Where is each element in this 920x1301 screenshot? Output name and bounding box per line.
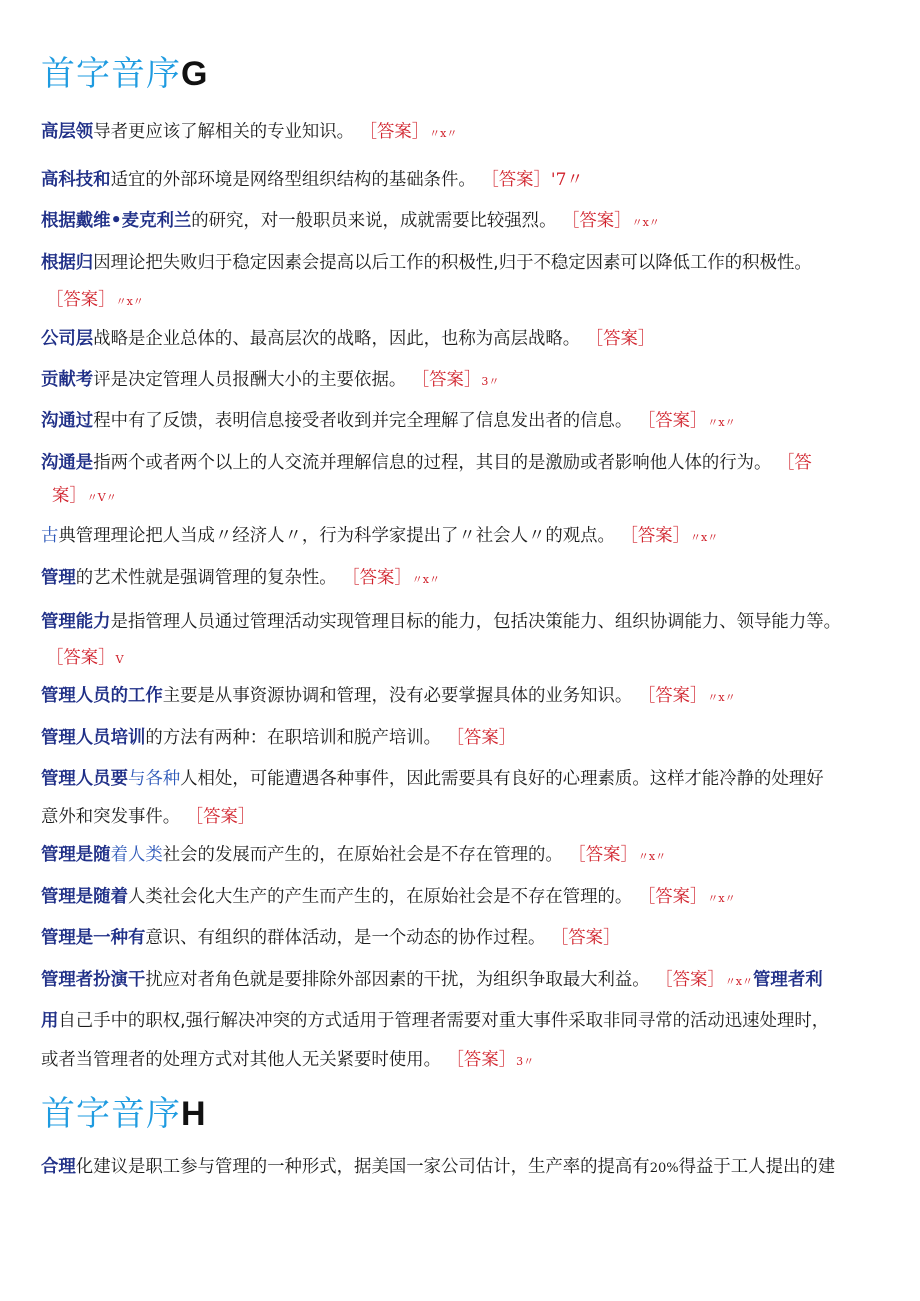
qa-item-continuation: [41, 805, 255, 829]
statement: 指两个或者两个以上的人交流并理解信息的过程，其目的是激励或者影响他人体的行为。: [93, 453, 772, 473]
qa-item-continuation: [52, 484, 117, 510]
answer-label: ［答案］: [585, 329, 656, 349]
qa-item: [41, 524, 718, 550]
answer-mark: 〃x〃: [690, 531, 719, 544]
answer-label: ［答案］: [359, 122, 430, 142]
answer-label: ［答案］: [637, 686, 708, 706]
qa-item: [41, 120, 457, 146]
answer-label: ［答案］: [550, 928, 621, 948]
qa-item: [41, 251, 812, 275]
answer-label: 案］: [52, 486, 87, 506]
heading-prefix: 首字音序: [41, 1094, 181, 1134]
keyword: 根据戴维•麦克利兰: [41, 211, 192, 231]
answer-label: ［答案］: [342, 568, 412, 588]
statement: 评是决定管理人员报酬大小的主要依据。: [93, 370, 407, 390]
keyword: 高科技和: [41, 170, 111, 190]
qa-item: [41, 684, 736, 710]
answer-mark: 〃x〃: [631, 216, 660, 229]
answer-mark: 〃x〃: [411, 573, 440, 586]
keyword: 贡献考: [41, 370, 94, 390]
statement: 人相处，可能遭遇各种事件，因此需要具有良好的心理素质。这样才能冷静的处理好: [180, 769, 824, 789]
answer-label: ［答案］: [46, 648, 116, 668]
answer-label: ［答案］: [446, 728, 517, 748]
keyword: 管理者扮演干: [41, 970, 146, 990]
statement: 社会的发展而产生的，在原始社会是不存在管理的。: [162, 845, 563, 865]
keyword: 管理是随着: [41, 887, 128, 907]
keyword: 根据归: [41, 253, 94, 273]
qa-item-continuation: [46, 288, 144, 314]
answer-mark: 〃x〃: [637, 850, 667, 863]
answer-mark: 3〃: [516, 1055, 535, 1068]
answer-label: ［答案］: [620, 526, 691, 546]
statement: 自己手中的职权,强行解决冲突的方式适用于管理者需要对重大事件采取非同寻常的活动迅速处理时，: [58, 1011, 830, 1031]
keyword: 沟通过: [41, 411, 94, 431]
section-heading-g: [41, 52, 207, 96]
statement: 是指管理人员通过管理活动实现管理目标的能力，包括决策能力、组织协调能力、领导能力等。: [110, 612, 841, 632]
qa-item: [41, 368, 499, 394]
qa-item: [41, 209, 660, 235]
answer-mark: 〃x〃: [429, 127, 458, 140]
qa-item: [41, 767, 824, 791]
qa-item: [41, 843, 666, 869]
statement: 的方法有两种：在职培训和脱产培训。: [145, 728, 442, 748]
keyword: 公司层: [41, 329, 94, 349]
keyword: 管理是随: [41, 845, 111, 865]
statement: 的艺术性就是强调管理的复杂性。: [75, 568, 337, 588]
statement: 意外和突发事件。: [41, 807, 181, 827]
answer-label: ［答案］: [568, 845, 638, 865]
answer-mark: V: [115, 653, 124, 666]
qa-item: [41, 968, 823, 994]
keyword-extension: 与各种: [127, 769, 181, 789]
answer-label: ［答案］: [637, 887, 708, 907]
keyword: 管理是一种有: [41, 928, 146, 948]
statement: 程中有了反馈，表明信息接受者收到并完全理解了信息发出者的信息。: [93, 411, 633, 431]
answer-label: ［答案］: [562, 211, 632, 231]
qa-item: [41, 885, 736, 911]
statement: 因理论把失败归于稳定因素会提高以后工作的积极性,归于不稳定因素可以降低工作的积极性。: [93, 253, 812, 273]
qa-item-continuation: [41, 1048, 534, 1074]
answer-label: ［答案］: [411, 370, 482, 390]
answer-mark: 〃x〃: [707, 416, 736, 429]
statement: 人类社会化大生产的产生而产生的，在原始社会是不存在管理的。: [127, 887, 633, 907]
answer-label: ［答案］: [446, 1050, 517, 1070]
keyword: 管理: [41, 568, 76, 588]
answer-mark: 3〃: [481, 375, 500, 388]
statement: 扰应对者角色就是要排除外部因素的干扰，为组织争取最大利益。: [145, 970, 650, 990]
qa-item: [41, 409, 736, 435]
heading-letter: H: [181, 1095, 206, 1133]
heading-prefix: 首字音序: [41, 54, 181, 94]
qa-item: [41, 327, 655, 351]
keyword: 用: [41, 1011, 59, 1031]
statement: 或者当管理者的处理方式对其他人无关紧要时使用。: [41, 1050, 441, 1070]
keyword: 管理者利: [753, 970, 823, 990]
statement: 适宜的外部环境是网络型组织结构的基础条件。: [110, 170, 476, 190]
keyword: 高层领: [41, 122, 94, 142]
statement: 得益于工人提出的建: [678, 1157, 836, 1177]
answer-label: ［答案］: [637, 411, 708, 431]
qa-item: [41, 726, 516, 750]
percentage: 20%: [649, 1161, 679, 1176]
qa-item-continuation: [41, 1009, 829, 1033]
keyword-extension: 着人类: [110, 845, 163, 865]
keyword: 管理人员培训: [41, 728, 146, 748]
keyword: 管理人员要: [41, 769, 128, 789]
statement: 战略是企业总体的、最高层次的战略，因此，也称为高层战略。: [93, 329, 581, 349]
answer-label: ［答案］: [655, 970, 725, 990]
answer-label: ［答: [776, 453, 812, 473]
statement: 意识、有组织的群体活动，是一个动态的协作过程。: [145, 928, 546, 948]
keyword: 管理能力: [41, 612, 111, 632]
statement: 典管理理论把人当成〃经济人〃，行为科学家提出了〃社会人〃的观点。: [58, 526, 615, 546]
keyword: 管理人员的工作: [41, 686, 163, 706]
section-heading-h: [41, 1092, 206, 1136]
answer-mark: 〃V〃: [86, 491, 117, 504]
qa-item: [41, 926, 620, 950]
keyword: 沟通是: [41, 453, 94, 473]
answer-mark: 〃x〃: [115, 295, 144, 308]
answer-label: ［答案］: [481, 170, 551, 190]
answer-label: ［答案］: [46, 290, 116, 310]
heading-letter: G: [181, 55, 208, 93]
answer-mark: 〃x〃: [707, 892, 736, 905]
qa-item: [41, 451, 812, 475]
keyword: 合理: [41, 1157, 76, 1177]
answer-mark: 〃x〃: [724, 975, 754, 988]
statement: 的研究，对一般职员来说，成就需要比较强烈。: [191, 211, 557, 231]
qa-item: [41, 168, 583, 192]
answer-label: ［答案］: [185, 807, 256, 827]
statement: 化建议是职工参与管理的一种形式，据美国一家公司估计，生产率的提高有: [75, 1157, 650, 1177]
statement: 导者更应该了解相关的专业知识。: [93, 122, 355, 142]
qa-item-continuation: [46, 646, 124, 672]
qa-item: [41, 566, 440, 592]
qa-item: [41, 1155, 835, 1181]
answer-mark: 〃x〃: [707, 691, 736, 704]
keyword: 古: [41, 526, 59, 546]
statement: 主要是从事资源协调和管理，没有必要掌握具体的业务知识。: [162, 686, 633, 706]
qa-item: [41, 610, 841, 634]
answer-mark: '7〃: [550, 170, 584, 190]
